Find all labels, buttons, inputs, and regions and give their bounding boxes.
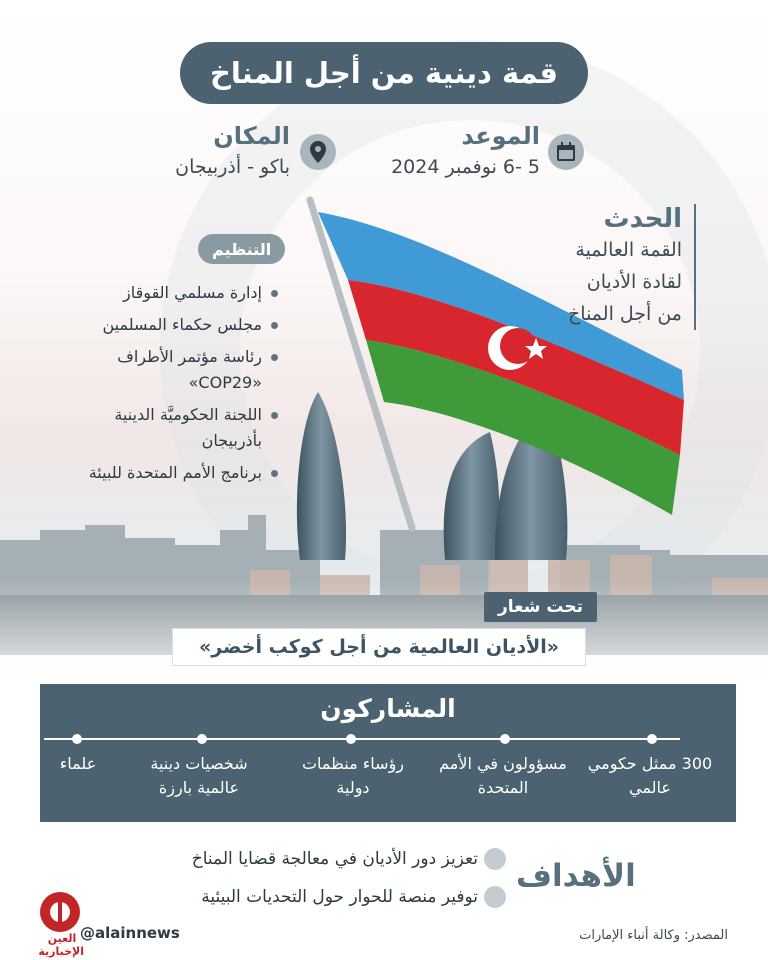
participant-item: مسؤولون في الأمم المتحدة	[439, 754, 567, 797]
date-block	[340, 122, 540, 178]
slogan-label: تحت شعار	[484, 592, 597, 622]
page-title: قمة دينية من أجل المناخ	[180, 42, 588, 104]
venue-value: باكو - أذربيجان	[175, 156, 290, 178]
event-line: القمة العالمية	[575, 239, 682, 261]
venue-block	[130, 122, 290, 178]
goal-text: توفير منصة للحوار حول التحديات البيئية	[201, 887, 478, 907]
event-line: من أجل المناخ	[568, 303, 682, 325]
event-line: لقادة الأديان	[586, 271, 682, 293]
bullet-icon	[484, 848, 506, 870]
participant-item: رؤساء منظمات دولية	[301, 754, 405, 797]
timeline-dot	[500, 734, 510, 744]
venue-label: المكان	[213, 122, 290, 150]
logo-text: العين الإخبارية	[38, 932, 84, 958]
date-label: الموعد	[461, 122, 540, 150]
source-note: المصدر: وكالة أنباء الإمارات	[579, 928, 728, 943]
goal-text: تعزيز دور الأديان في معالجة قضايا المناخ	[191, 849, 478, 869]
timeline-dot	[197, 734, 207, 744]
list-item: إدارة مسلمي القوقاز	[50, 280, 278, 306]
goal-row	[192, 848, 506, 870]
bullet-icon	[484, 886, 506, 908]
participant-item: 300 ممثل حكومي عالمي	[587, 754, 713, 797]
event-label: الحدث	[603, 204, 682, 234]
goals-label: الأهداف	[516, 858, 636, 894]
participant-item: شخصيات دينية عالمية بارزة	[150, 754, 248, 797]
list-item: مجلس حكماء المسلمين	[50, 312, 278, 338]
goal-row	[201, 886, 506, 908]
organization-label: التنظيم	[198, 234, 285, 264]
calendar-icon	[548, 134, 584, 170]
organization-list	[50, 280, 278, 492]
date-value: 5 -6 نوفمبر 2024	[391, 156, 540, 178]
participants-timeline	[44, 738, 680, 740]
slogan-text: «الأديان العالمية من أجل كوكب أخضر»	[172, 628, 586, 666]
participant-item: علماء	[59, 754, 97, 773]
social-handle: @alainnews	[80, 924, 180, 942]
participants-label: المشاركون	[320, 694, 456, 723]
list-item: برنامج الأمم المتحدة للبيئة	[50, 460, 278, 486]
timeline-dot	[72, 734, 82, 744]
event-block	[516, 204, 696, 330]
list-item: رئاسة مؤتمر الأطراف «COP29»	[50, 344, 278, 396]
location-pin-icon	[300, 134, 336, 170]
timeline-dot	[346, 734, 356, 744]
list-item: اللجنة الحكوميَّة الدينية بأذربيجان	[50, 402, 278, 454]
timeline-dot	[647, 734, 657, 744]
